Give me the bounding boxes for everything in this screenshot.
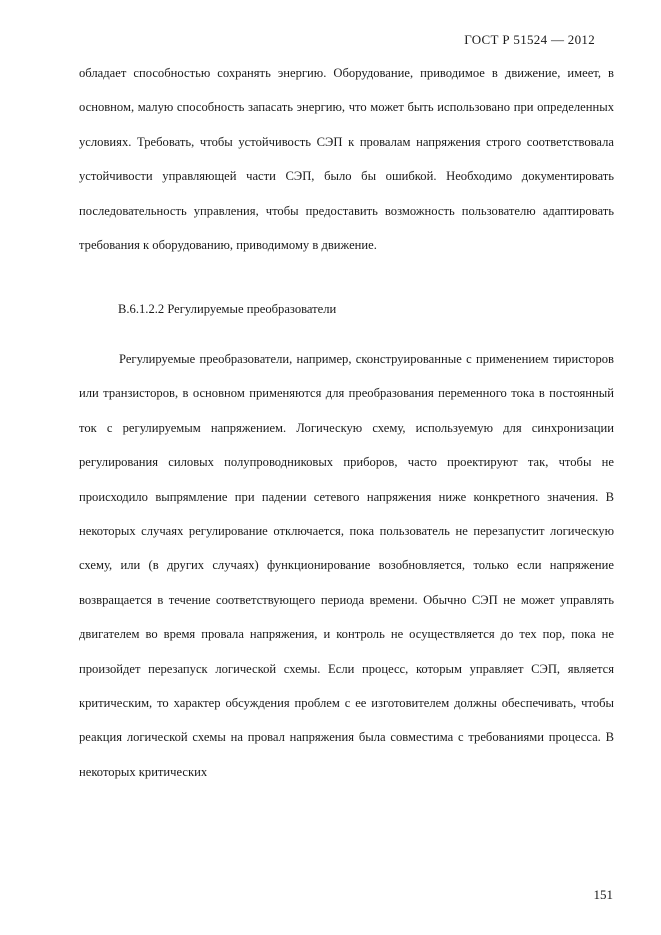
paragraph-regulated-converters: Регулируемые преобразователи, например, сконструированные с применением тиристоров или транзисторов, в основном применяются для преобразования переменного тока в постоянный ток с регулируемым напряжением. Логическую схему, используемую для синхронизации регулирования силовых полупроводниковых приборов, часто проектируют так, чтобы не происходило выпрямление при падении сетевого напряжения ниже конкретного значения. В некоторых случаях регулирование отключается, пока пользователь не перезапустит логическую схему, или (в других случаях) функционирование возобновляется, только если напряжение возвращается в течение соответствующего периода времени. Обычно СЭП не может управлять двигателем во время провала напряжения, и контроль не осуществляется до тех пор, пока не произойдет перезапуск логической схемы. Если процесс, которым управляет СЭП, является критическим, то характер обсуждения проблем с ее изготовителем должны обеспечивать, чтобы реакция логической схемы на провал напряжения была совместима с требованиями процесса. В некоторых критических (79, 352, 614, 779)
section-subheading: В.6.1.2.2 Регулируемые преобразователи (118, 302, 337, 316)
page-number: 151 (593, 887, 613, 902)
paragraph-continuation: обладает способностью сохранять энергию. Оборудование, приводимое в движение, имеет, в основном, малую способность запасать энергию, что может быть использовано при определенных условиях. Требовать, чтобы устойчивость СЭП к провалам напряжения строго соответствовала устойчивости управляющей части СЭП, было бы ошибкой. Необходимо документировать последовательность управления, чтобы предоставить возможность пользователю адаптировать требования к оборудованию, приводимому в движение. (79, 66, 614, 253)
document-header-standard: ГОСТ Р 51524 — 2012 (464, 32, 595, 47)
